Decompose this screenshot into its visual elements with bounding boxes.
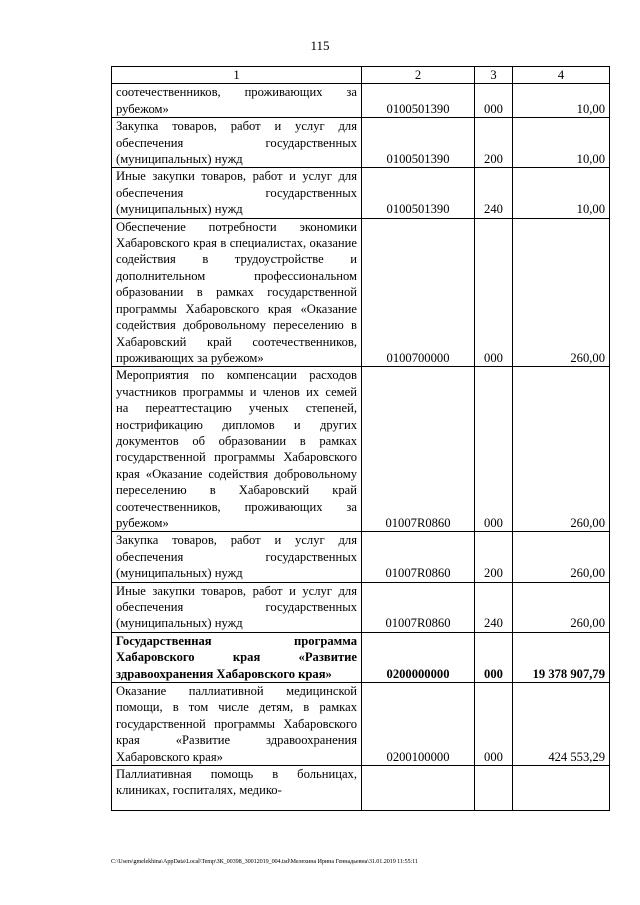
row-expense-type: 200 xyxy=(475,532,513,582)
row-expense-type xyxy=(475,766,513,811)
row-amount xyxy=(513,766,610,811)
table-row xyxy=(112,218,610,367)
row-expense-type: 200 xyxy=(475,118,513,168)
row-description: Оказание паллиативной медицинской помощи, в том числе детям, в рамках государственной программы Хабаровского края «Развитие здравоохранения Хабаровского края» xyxy=(112,683,362,766)
row-description: Мероприятия по компенсации расходов участников программы и членов их семей на переаттестацию ученых степеней, нострификацию дипломов и других документов об образовании в рамках государственной программы Хабаровского края «Оказание содействия добровольному переселению в Хабаровский край соотечественников, проживающих за рубежом» xyxy=(112,367,362,532)
row-amount: 424 553,29 xyxy=(513,683,610,766)
table-row xyxy=(112,532,610,582)
table-row xyxy=(112,582,610,632)
row-code: 0200100000 xyxy=(362,683,475,766)
row-code: 01007R0860 xyxy=(362,532,475,582)
row-amount: 10,00 xyxy=(513,118,610,168)
row-amount: 260,00 xyxy=(513,582,610,632)
row-expense-type: 000 xyxy=(475,367,513,532)
budget-table xyxy=(111,66,610,811)
row-description: Закупка товаров, работ и услуг для обеспечения государственных (муниципальных) нужд xyxy=(112,118,362,168)
row-expense-type: 000 xyxy=(475,218,513,367)
row-description: Паллиативная помощь в больницах, клиниках, госпиталях, медико- xyxy=(112,766,362,811)
table-header-row xyxy=(112,67,610,84)
column-header: 4 xyxy=(513,67,610,84)
row-code: 0100501390 xyxy=(362,118,475,168)
row-code: 0100501390 xyxy=(362,84,475,118)
row-expense-type: 240 xyxy=(475,168,513,218)
row-amount: 10,00 xyxy=(513,168,610,218)
table-row xyxy=(112,84,610,118)
row-amount: 260,00 xyxy=(513,218,610,367)
column-header: 1 xyxy=(112,67,362,84)
row-description: Обеспечение потребности экономики Хабаровского края в специалистах, оказание содействия в трудоустройстве и дополнительном профессиональном образовании в рамках государственной программы Хабаровского края «Оказание содействия добровольному переселению в Хабаровский край соотечественников, проживающих за рубежом» xyxy=(112,218,362,367)
column-header: 2 xyxy=(362,67,475,84)
column-header: 3 xyxy=(475,67,513,84)
row-expense-type: 000 xyxy=(475,632,513,682)
row-code: 0100501390 xyxy=(362,168,475,218)
file-path-footer: C:\Users\gmelekhina\AppData\Local\Temp\ЗК_00398_30012019_004.tsd\Мелехина Ирина Геннадьевна\31.01.2019 11:55:11 xyxy=(111,858,418,865)
row-description: Государственная программа Хабаровского края «Развитие здравоохранения Хабаровского края» xyxy=(112,632,362,682)
table-row xyxy=(112,367,610,532)
row-amount: 260,00 xyxy=(513,532,610,582)
row-code: 01007R0860 xyxy=(362,367,475,532)
table-row xyxy=(112,632,610,682)
row-amount: 10,00 xyxy=(513,84,610,118)
table-row xyxy=(112,118,610,168)
row-description: Иные закупки товаров, работ и услуг для обеспечения государственных (муниципальных) нужд xyxy=(112,582,362,632)
row-code xyxy=(362,766,475,811)
row-expense-type: 000 xyxy=(475,683,513,766)
row-amount: 19 378 907,79 xyxy=(513,632,610,682)
page-number: 115 xyxy=(310,38,330,53)
table-row xyxy=(112,766,610,811)
row-description: Иные закупки товаров, работ и услуг для обеспечения государственных (муниципальных) нужд xyxy=(112,168,362,218)
table-row xyxy=(112,168,610,218)
row-expense-type: 240 xyxy=(475,582,513,632)
row-expense-type: 000 xyxy=(475,84,513,118)
row-code: 01007R0860 xyxy=(362,582,475,632)
row-description: соотечественников, проживающих за рубежом» xyxy=(112,84,362,118)
table-body xyxy=(112,84,610,811)
row-description: Закупка товаров, работ и услуг для обеспечения государственных (муниципальных) нужд xyxy=(112,532,362,582)
row-code: 0100700000 xyxy=(362,218,475,367)
row-amount: 260,00 xyxy=(513,367,610,532)
table-row xyxy=(112,683,610,766)
row-code: 0200000000 xyxy=(362,632,475,682)
